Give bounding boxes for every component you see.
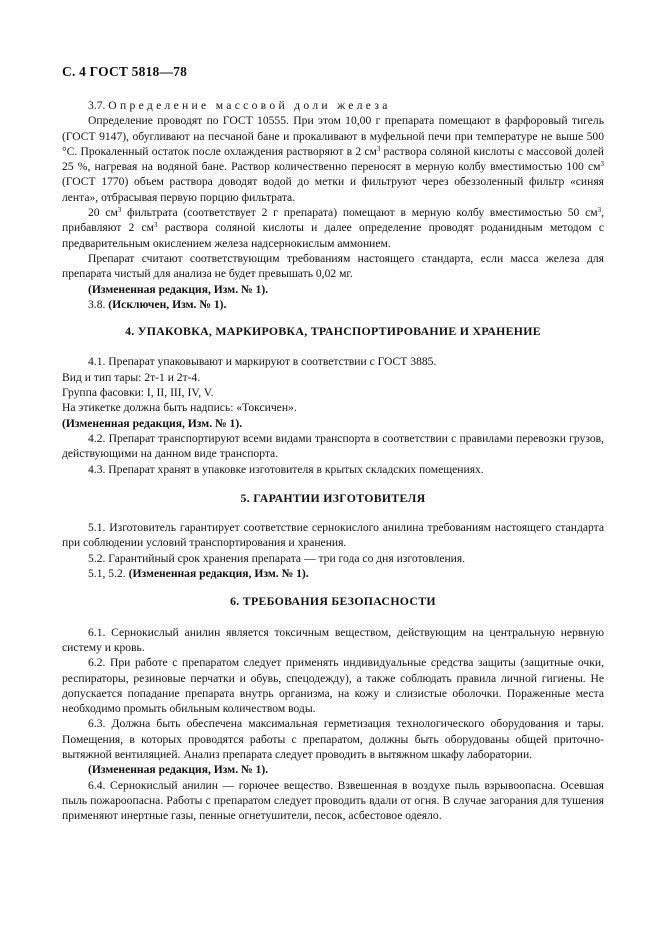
clause-3-7-text-2	[62, 205, 604, 251]
clause-5-1: 5.1. Изготовитель гарантирует соответствие сернокислого анилина требованиям настоящего стандарта при соблюдении условий транспортирования и хранения.	[62, 521, 604, 550]
clause-number: 3.8.	[88, 297, 109, 311]
text-run: Определение проводят по ГОСТ 10555. При этом 10,00 г препарата помещают в фарфоровый тигель (ГОСТ 9147), обугливают на песчаной бане и прокаливают в муфельной печи при температуре не выше 500 °С. Прокаленный остаток после охлаждения растворяют в 2 см	[62, 114, 604, 158]
clause-6-1: 6.1. Сернокислый анилин является токсичным веществом, действующим на центральную нервную систему и кровь.	[62, 625, 604, 654]
clause-5-amend	[62, 566, 604, 581]
clause-3-7-text	[62, 113, 604, 205]
amendment-note: (Измененная редакция, Изм. № 1).	[128, 567, 309, 581]
clause-number: 5.1, 5.2.	[88, 567, 129, 581]
clause-title: Определение массовой доли железа	[108, 99, 391, 112]
text-run: , прибавляют 2 см	[62, 206, 604, 235]
list-line: На этикетке должна быть надпись: «Токсичен».	[62, 401, 297, 415]
text-run: раствора соляной кислоты с массовой долей 25 %, нагревая на водяной бане. Раствор количественно переносят в мерную колбу вместимостью 100 см	[62, 144, 604, 174]
clause-3-7-heading	[62, 98, 604, 113]
section-4-heading: 4. УПАКОВКА, МАРКИРОВКА, ТРАНСПОРТИРОВАНИЕ И ХРАНЕНИЕ	[125, 324, 541, 339]
clause-6-2: 6.2. При работе с препаратом следует применять индивидуальные средства защиты (защитные очки, респираторы, резиновые перчатки и обувь, спецодежду), а также соблюдать правила личной гигиены. Не допускается попадание препарата внутрь организма, на кожу и слизистые оболочки. Пораженные места необходимо промыть обильным количеством воды.	[62, 656, 604, 716]
amendment-note: (Измененная редакция, Изм. № 1).	[62, 416, 243, 430]
section-6-heading: 6. ТРЕБОВАНИЯ БЕЗОПАСНОСТИ	[230, 594, 436, 609]
clause-6-3: 6.3. Должна быть обеспечена максимальная герметизация технологического оборудования и тары. Помещения, в которых проводятся работы с препаратом, должны быть оборудованы общей приточно-вытяжной вентиляцией. Анализ препарата следует проводить в вытяжном шкафу лаборатории.	[62, 717, 604, 761]
amendment-note: (Исключен, Изм. № 1).	[108, 297, 227, 311]
superscript: 3	[376, 144, 381, 153]
clause-5-2: 5.2. Гарантийный срок хранения препарата — три года со дня изготовления.	[88, 551, 466, 565]
document-body	[62, 98, 604, 823]
amendment-note: (Измененная редакция, Изм. № 1).	[88, 282, 269, 296]
section-5-heading: 5. ГАРАНТИИ ИЗГОТОВИТЕЛЯ	[240, 490, 426, 505]
clause-4-1: 4.1. Препарат упаковывают и маркируют в соответствии с ГОСТ 3885.	[88, 355, 437, 369]
clause-4-2: 4.2. Препарат транспортируют всеми видами транспорта в соответствии с правилами перевозки грузов, действующими на данном виде транспорта.	[62, 431, 604, 461]
text-run: 20 см	[88, 206, 118, 220]
text-run: фильтрата (соответствует 2 г препарата) помещают в мерную колбу вместимостью 50 см	[121, 206, 598, 220]
superscript: 3	[154, 221, 158, 230]
clause-3-7-text-3: Препарат считают соответствующим требованиям настоящего стандарта, если масса железа для препарата чистый для анализа не будет превышать 0,02 мг.	[62, 251, 604, 281]
superscript: 3	[600, 160, 604, 169]
text-run: (ГОСТ 1770) объем раствора доводят водой до метки и фильтруют через обеззоленный фильтр «синяя лента», отбрасывая первую порцию фильтрата.	[62, 175, 604, 204]
superscript: 3	[117, 206, 122, 215]
text-run: раствора соляной кислоты и далее определение проводят роданидным методом с предварительным окислением железа надсернокислым аммонием.	[62, 221, 604, 250]
clause-3-8	[62, 297, 604, 312]
clause-number: 3.7.	[88, 99, 106, 112]
list-line: Вид и тип тары: 2т-1 и 2т-4.	[62, 370, 201, 384]
list-line: Группа фасовки: I, II, III, IV, V.	[62, 386, 214, 400]
superscript: 3	[597, 206, 602, 215]
page-header: С. 4 ГОСТ 5818—78	[62, 64, 188, 79]
amendment-note: (Измененная редакция, Изм. № 1).	[88, 763, 269, 777]
clause-6-4: 6.4. Сернокислый анилин — горючее вещество. Взвешенная в воздухе пыль взрывоопасна. Осевшая пыль пожароопасна. Работы с препаратом следует проводить вдали от огня. В случае загорания для тушения применяют инертные газы, пенные огнетушители, песок, асбестовое одеяло.	[62, 778, 604, 823]
clause-4-3: 4.3. Препарат хранят в упаковке изготовителя в крытых складских помещениях.	[88, 462, 484, 476]
